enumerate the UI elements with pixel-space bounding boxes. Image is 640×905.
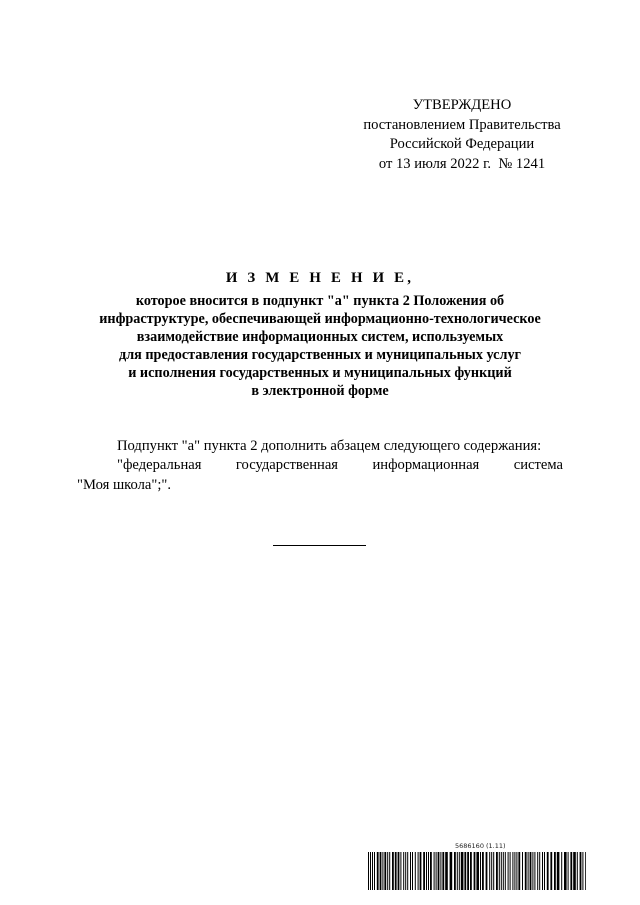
barcode-number: 5686160 (1.11) [455,842,506,850]
approval-heading: УТВЕРЖДЕНО [412,97,512,113]
closing-divider [273,545,366,546]
paragraph-2-line-1 [77,456,563,476]
subtitle-line: инфраструктуре, обеспечивающей информационно-технологическое [99,311,541,327]
body-paragraph-2 [77,456,563,495]
document-subtitle [70,292,570,400]
subtitle-line: в электронной форме [251,383,389,399]
approval-block [340,96,584,174]
paragraph-word: государственная [235,457,339,473]
paragraph-word: информационная [372,457,480,473]
paragraph-word: "федеральная [117,457,202,473]
subtitle-line: для предоставления государственных и муниципальных услуг [119,347,521,363]
subtitle-line: взаимодействие информационных систем, используемых [136,329,504,345]
document-title: И З М Е Н Е Н И Е, [225,270,415,286]
subtitle-line: которое вносится в подпункт "а" пункта 2 Положения об [135,293,505,309]
approval-decree-line: постановлением Правительства [363,116,561,133]
paragraph-2-line-2: "Моя школа";". [77,476,172,493]
barcode-icon [368,852,586,890]
approval-country-line: Российской Федерации [389,136,535,152]
paragraph-word: система [513,457,563,473]
body-paragraph-1: Подпункт "а" пункта 2 дополнить абзацем следующего содержания: [117,438,542,454]
approval-date-number: от 13 июля 2022 г. № 1241 [378,155,546,172]
subtitle-line: и исполнения государственных и муниципальных функций [128,365,512,381]
